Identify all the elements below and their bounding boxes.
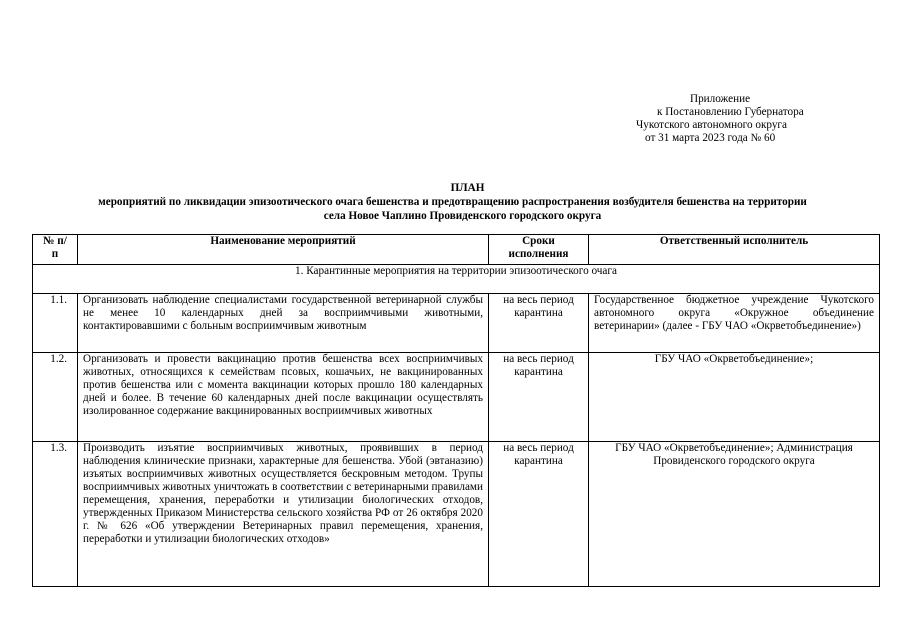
table-row: [33, 442, 880, 587]
plan-table: [32, 234, 880, 587]
table-header-row: [33, 235, 880, 265]
appendix-block: [600, 93, 860, 145]
row-num: 1.3.: [33, 442, 78, 587]
table-row: [33, 353, 880, 442]
row-resp: ГБУ ЧАО «Окрветобъединение»;: [589, 353, 880, 442]
plan-location: села Новое Чаплино Провиденского городского округа: [323, 210, 602, 222]
row-term: на весь период карантина: [489, 442, 589, 587]
appendix-line-2: к Постановлению Губернатора: [657, 106, 804, 118]
header-term: Сроки исполнения: [489, 235, 589, 265]
section-row: [33, 265, 880, 294]
header-resp: Ответственный исполнитель: [589, 235, 880, 265]
header-num: № п/п: [33, 235, 78, 265]
appendix-line-4: от 31 марта 2023 года № 60: [645, 132, 776, 144]
row-resp: Государственное бюджетное учреждение Чукотского автономного округа «Окружное объединение ветеринарии» (далее - ГБУ ЧАО «Окрветобъединение»): [589, 294, 880, 353]
plan-subtitle: мероприятий по ликвидации эпизоотического очага бешенства и предотвращению распространения возбудителя бешенства на территории: [98, 196, 807, 208]
row-term: на весь период карантина: [489, 353, 589, 442]
appendix-line-1: Приложение: [690, 93, 751, 105]
section-title: 1. Карантинные мероприятия на территории эпизоотического очага: [33, 265, 880, 294]
row-resp: ГБУ ЧАО «Окрветобъединение»; Администрация Провиденского городского округа: [589, 442, 880, 587]
row-name: Производить изъятие восприимчивых животных, проявивших в период наблюдения клинические признаки, характерные для бешенства. Убой (эвтаназию) изъятых восприимчивых животных осуществляется бескровным методом. Трупы восприимчивых животных уничтожать в соответствии с ветеринарными правилами перемещения, хранения, переработки и утилизации биологических отходов, утвержденных Приказом Министерства сельского хозяйства РФ от 26 октября 2020 г. № 626 «Об утверждении Ветеринарных правил перемещения, хранения, переработки и утилизации биологических отходов»: [78, 442, 489, 587]
header-name: Наименование мероприятий: [78, 235, 489, 265]
table-row: [33, 294, 880, 353]
row-name: Организовать наблюдение специалистами государственной ветеринарной службы не менее 10 календарных дней за восприимчивыми животными, контактировавшими с больным восприимчивым животным: [78, 294, 489, 353]
row-term: на весь период карантина: [489, 294, 589, 353]
row-num: 1.2.: [33, 353, 78, 442]
appendix-line-3: Чукотского автономного округа: [636, 119, 787, 131]
row-num: 1.1.: [33, 294, 78, 353]
row-name: Организовать и провести вакцинацию против бешенства всех восприимчивых животных, относящихся к семействам псовых, кошачьих, не вакцинированных против бешенства или с момента вакцинации которых прошло 180 календарных дней и более. В течение 60 календарных дней после вакцинации осуществлять изолированное содержание вакцинированных восприимчивых животных: [78, 353, 489, 442]
plan-title: [30, 181, 875, 223]
plan-heading: ПЛАН: [450, 182, 485, 194]
